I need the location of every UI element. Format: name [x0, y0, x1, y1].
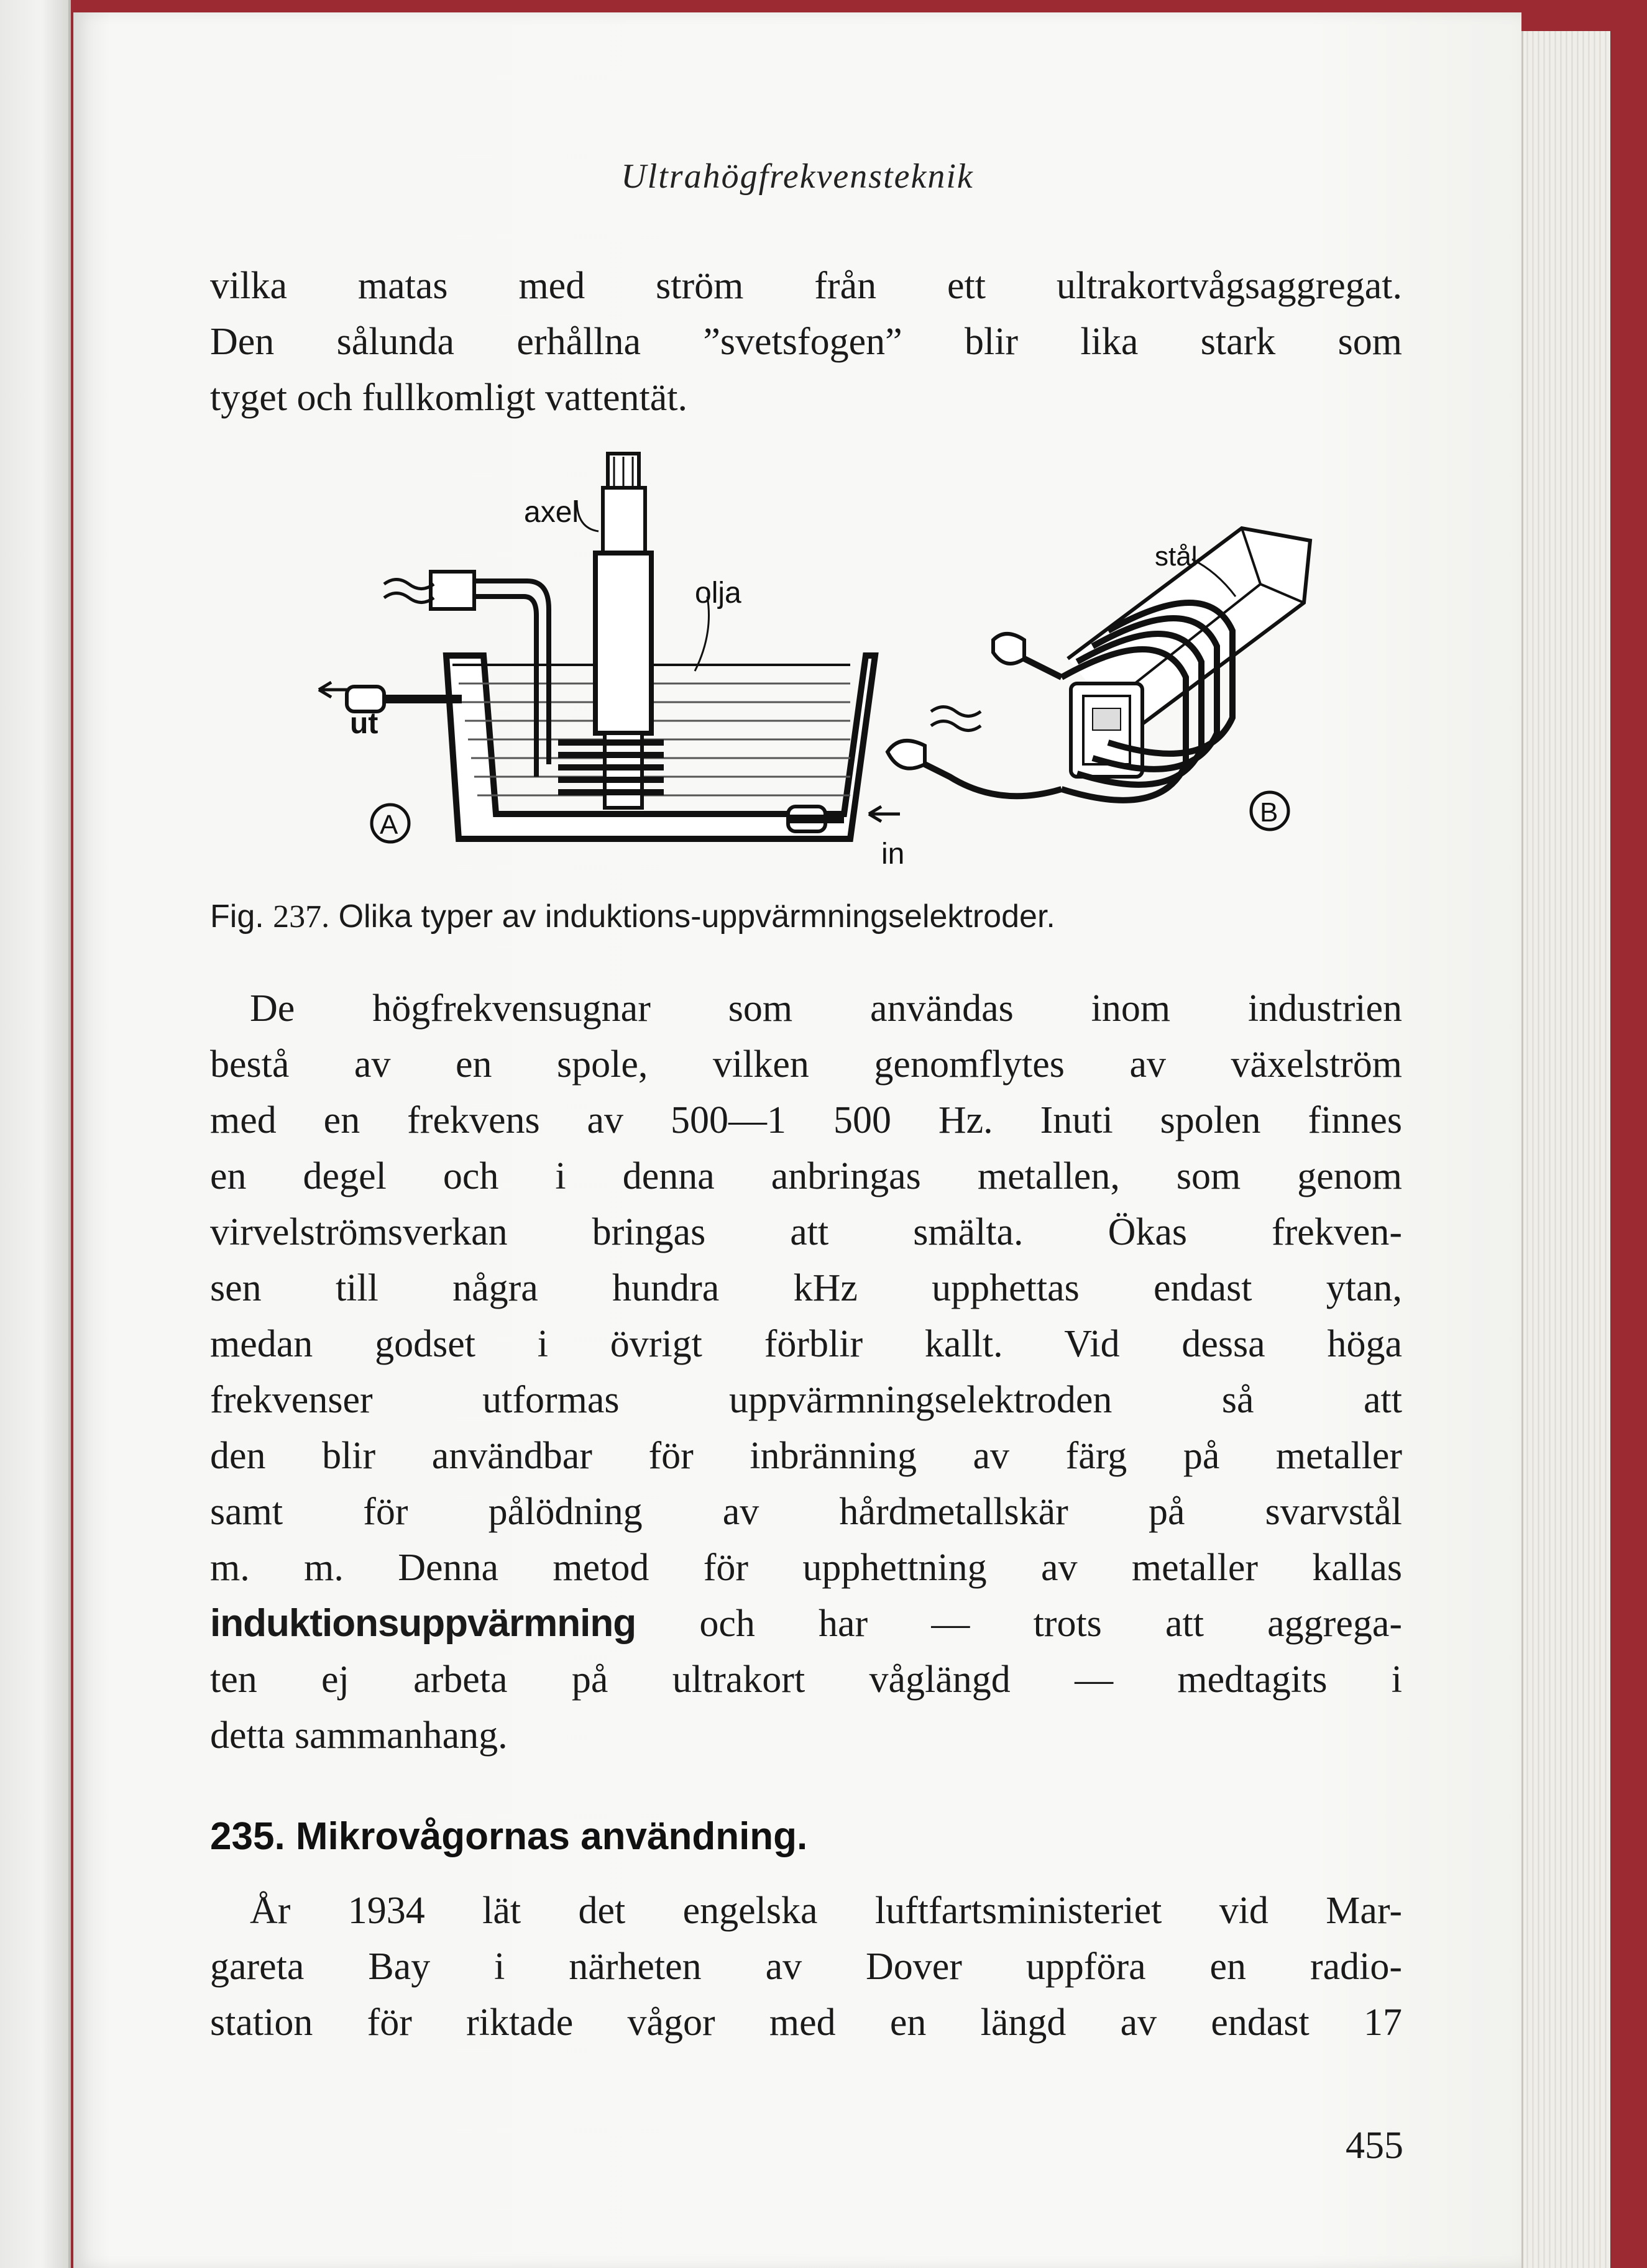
- paragraph-1: [210, 258, 1402, 426]
- text-line: den blir användbar för inbränning av färg på metaller: [210, 1435, 1402, 1477]
- bold-term: induktionsuppvärmning: [210, 1602, 636, 1645]
- label-b: B: [1260, 797, 1278, 828]
- text-line: vilka matas med ström från ett ultrakortvågsaggregat.: [210, 265, 1402, 307]
- text-line: station för riktade vågor med en längd av endast 17: [210, 2001, 1402, 2044]
- text-line: Den sålunda erhållna ”svetsfogen” blir lika stark som: [210, 321, 1402, 363]
- paragraph-2: [210, 981, 1402, 1763]
- label-in: in: [881, 838, 905, 871]
- figure-caption: [210, 898, 1402, 935]
- text-line: gareta Bay i närheten av Dover uppföra en radio-: [210, 1946, 1402, 1988]
- page-edges: [1521, 31, 1610, 2268]
- section-heading: 235. Mikrovågornas användning.: [210, 1815, 808, 1858]
- text-line: m. m. Denna metod för upphettning av metaller kallas: [210, 1547, 1402, 1589]
- text-line: med en frekvens av 500—1 500 Hz. Inuti spolen finnes: [210, 1099, 1402, 1141]
- text-fragment: och har — trots att aggrega-: [699, 1603, 1403, 1645]
- caption-text: Olika typer av induktions-uppvärmningselektroder.: [338, 899, 1055, 935]
- page-number: 455: [1346, 2124, 1403, 2167]
- text-line: ten ej arbeta på ultrakort våglängd — medtagits i: [210, 1658, 1402, 1701]
- text-line: År 1934 lät det engelska luftfartsministeriet vid Mar-: [250, 1890, 1402, 1932]
- book-cover-left: [0, 0, 71, 2268]
- figure-237: [303, 441, 1360, 882]
- text-line: virvelströmsverkan bringas att smälta. Ökas frekven-: [210, 1211, 1402, 1253]
- text-line: De högfrekvensugnar som användas inom industrien: [250, 987, 1402, 1030]
- text-line: tyget och fullkomligt vattentät.: [210, 377, 687, 419]
- text-line-with-term: [210, 1596, 1402, 1652]
- label-axel: axel: [524, 496, 579, 529]
- induction-electrodes-illustration: [303, 441, 1360, 882]
- book-page: [73, 12, 1521, 2268]
- electrode-b: [888, 528, 1310, 830]
- text-line: bestå av en spole, vilken genomflytes av växelström: [210, 1043, 1402, 1086]
- text-line: sen till några hundra kHz upphettas endast ytan,: [210, 1267, 1402, 1309]
- text-line: detta sammanhang.: [210, 1714, 508, 1757]
- text-line: frekvenser utformas uppvärmningselektroden så att: [210, 1379, 1402, 1421]
- running-head: Ultrahögfrekvensteknik: [621, 157, 974, 196]
- text-line: en degel och i denna anbringas metallen, som genom: [210, 1155, 1402, 1197]
- label-stal: stål: [1155, 541, 1198, 572]
- label-ut: ut: [350, 707, 378, 740]
- text-line: medan godset i övrigt förblir kallt. Vid dessa höga: [210, 1323, 1402, 1365]
- caption-number: 237.: [273, 899, 330, 935]
- paragraph-3: [210, 1883, 1402, 2051]
- text-line: samt för pålödning av hårdmetallskär på svarvstål: [210, 1491, 1402, 1533]
- label-a: A: [380, 810, 398, 840]
- electrode-a: [319, 454, 900, 842]
- label-olja: olja: [695, 577, 741, 610]
- caption-prefix: Fig.: [210, 899, 264, 935]
